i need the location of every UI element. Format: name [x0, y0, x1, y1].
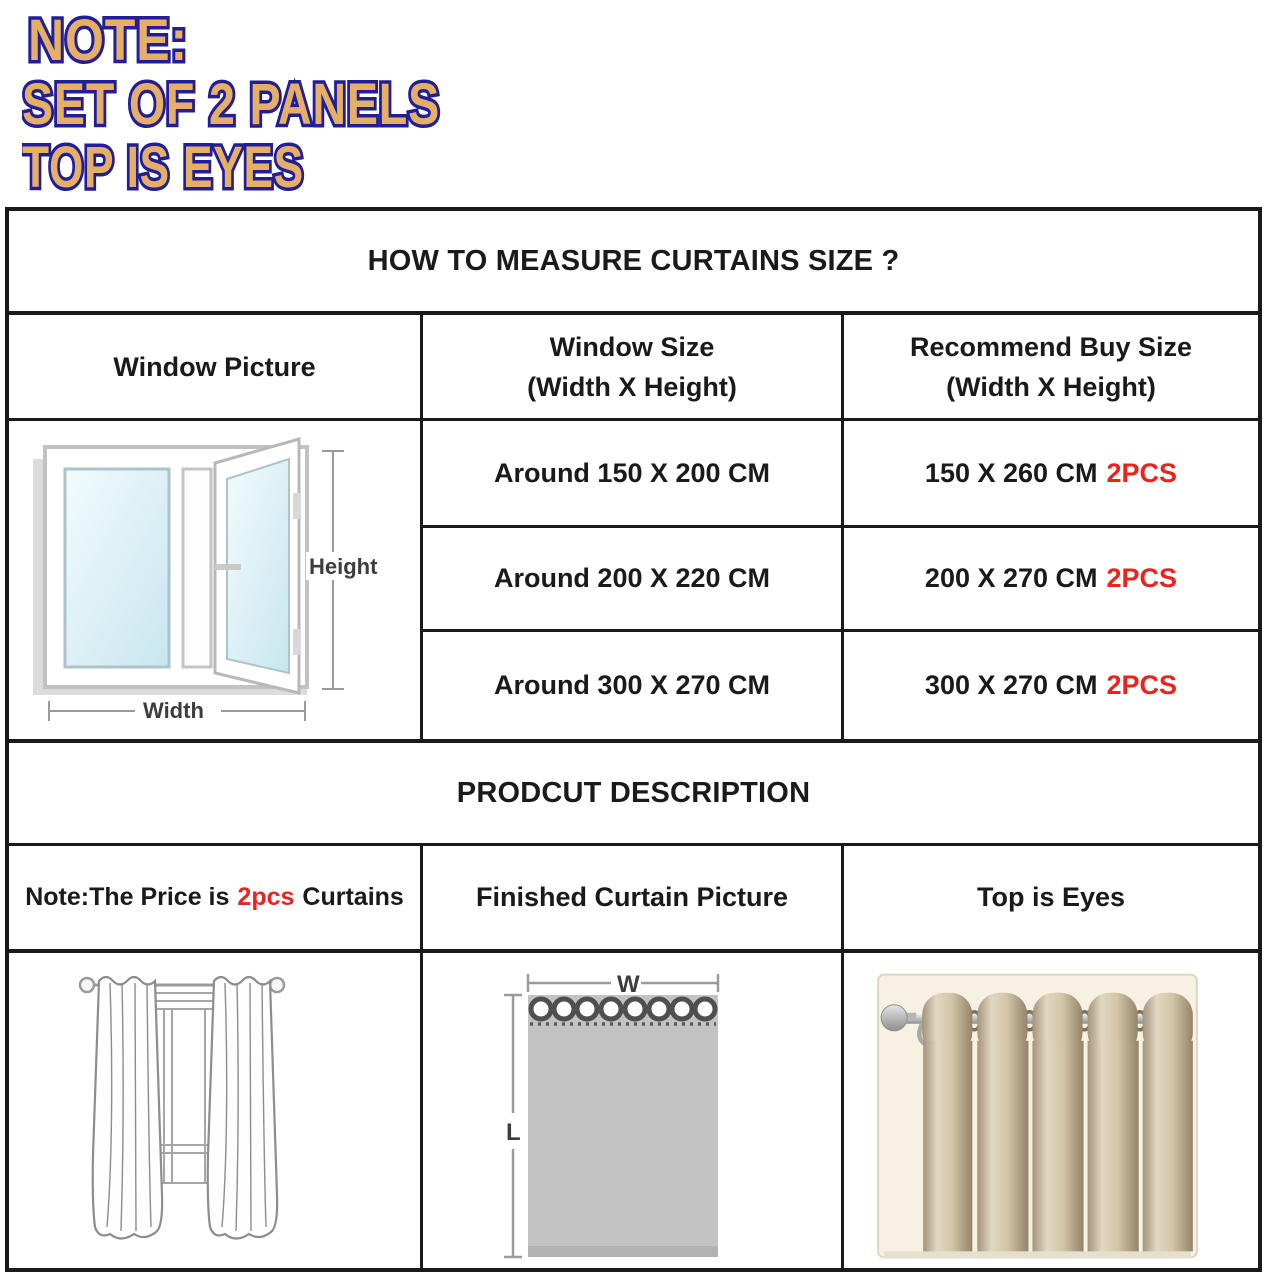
col-header-buy-size [844, 315, 1258, 421]
buy-size-line1: Recommend Buy Size [909, 331, 1193, 362]
width-label: Width [143, 698, 204, 723]
buy-qty-3: 2PCS [1106, 670, 1178, 700]
l-label: L [506, 1119, 521, 1146]
buy-size-line2: (Width X Height) [946, 371, 1156, 402]
curtain-sketch-cell [9, 953, 423, 1268]
top-style-text: Top is Eyes [976, 882, 1126, 912]
size-table [5, 207, 1262, 1272]
section-title-text: PRODCUT DESCRIPTION [456, 776, 811, 809]
top-style-label [844, 846, 1258, 953]
curtain-sketch-illustration [9, 953, 420, 1268]
w-label: W [617, 971, 640, 998]
buy-size-1: 150 X 260 CM [924, 457, 1098, 488]
window-size-3: Around 300 X 270 CM [493, 670, 771, 700]
buy-qty-1: 2PCS [1106, 457, 1178, 488]
finished-picture-label [423, 846, 844, 953]
window-size-1: Around 150 X 200 CM [493, 457, 771, 488]
grommet-curtain-photo [844, 953, 1258, 1268]
section-title [9, 743, 1258, 846]
finished-picture-text: Finished Curtain Picture [475, 882, 789, 912]
price-note-prefix: Note:The Price is [25, 883, 230, 911]
curtain-panel-shape [528, 995, 718, 1257]
photo-floor-shadow [884, 1251, 1191, 1258]
note-banner [22, 4, 582, 202]
table-title [9, 211, 1258, 315]
col-header-window-picture [9, 315, 423, 421]
buy-qty-2: 2PCS [1106, 563, 1178, 593]
note-line-3: TOP IS EYES [22, 135, 304, 200]
window-picture-cell [9, 421, 423, 743]
glass-pane-left [65, 469, 169, 667]
price-note-suffix: Curtains [302, 883, 404, 911]
sketch-panel-left [93, 977, 162, 1239]
price-note-cell [9, 846, 423, 953]
window-size-line2: (Width X Height) [527, 371, 737, 402]
note-line-2: SET OF 2 PANELS [22, 72, 440, 137]
col-header-window-picture-text: Window Picture [113, 351, 316, 382]
top-is-eyes-photo-cell [844, 953, 1258, 1268]
window-size-line1: Window Size [549, 331, 715, 362]
height-label: Height [309, 554, 378, 579]
window-size-row-3 [423, 632, 844, 743]
curtain-panel-hem [528, 1246, 718, 1257]
buy-size-row-1 [844, 421, 1258, 528]
finished-curtain-diagram-cell [423, 953, 844, 1268]
window-size-row-1 [423, 421, 844, 528]
table-title-text: HOW TO MEASURE CURTAINS SIZE ? [367, 244, 900, 277]
sketch-panel-right [208, 977, 277, 1239]
buy-size-row-2 [844, 528, 1258, 632]
curtain-folds [922, 993, 1193, 1252]
window-size-row-2 [423, 528, 844, 632]
note-line-1: NOTE: [28, 8, 188, 73]
window-size-2: Around 200 X 220 CM [493, 563, 771, 593]
buy-size-row-3 [844, 632, 1258, 743]
open-sash [215, 439, 300, 693]
col-header-window-size [423, 315, 844, 421]
finished-curtain-diagram [423, 953, 841, 1268]
mullion-pane [183, 469, 211, 667]
price-note-qty: 2pcs [237, 883, 295, 911]
buy-size-2: 200 X 270 CM [924, 563, 1098, 593]
window-measure-illustration [9, 421, 420, 739]
buy-size-3: 300 X 270 CM [924, 670, 1098, 700]
